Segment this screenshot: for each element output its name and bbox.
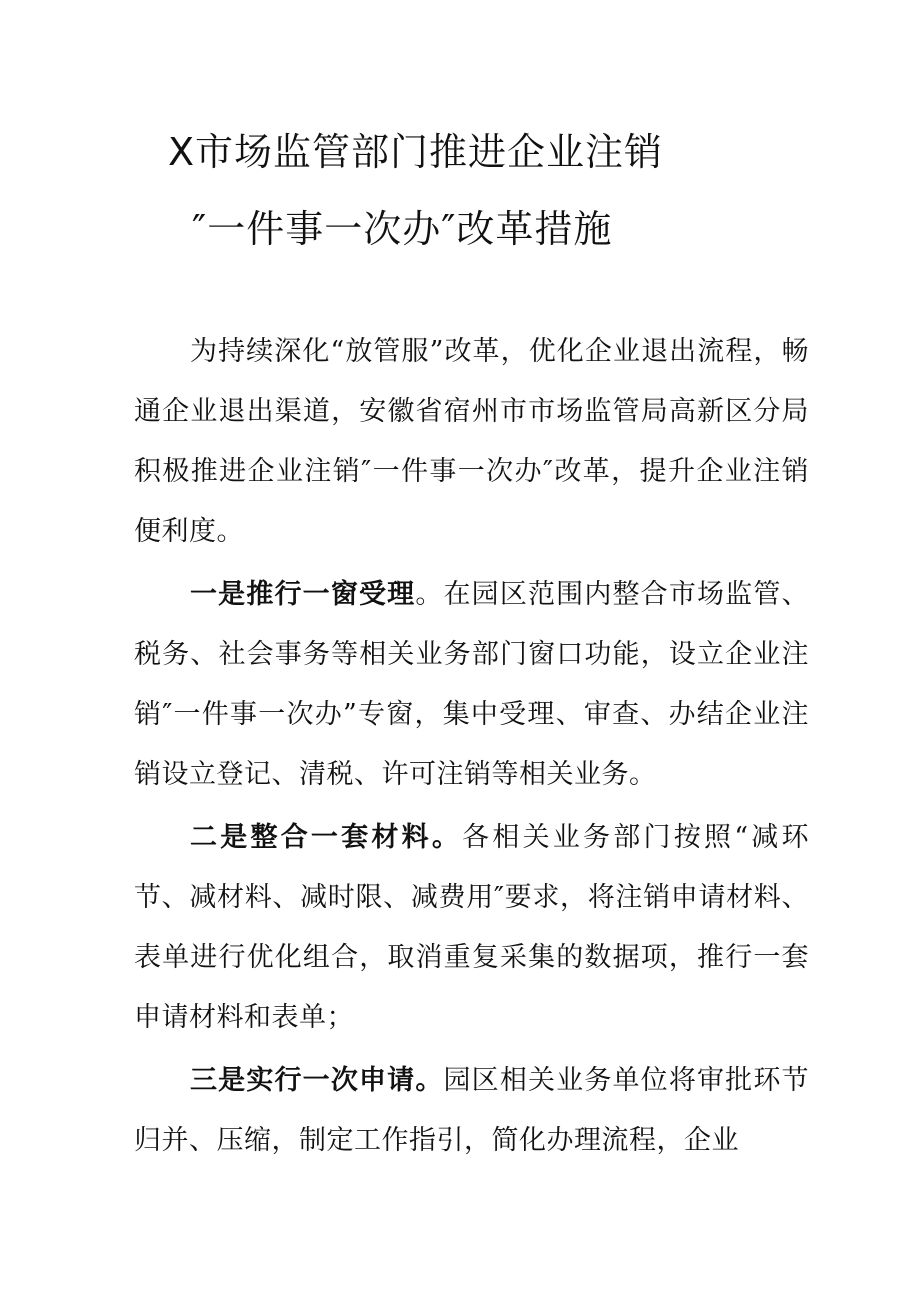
paragraph-measure-1: [134, 565, 809, 805]
paragraph-intro-text: 为持续深化“放管服”改革，优化企业退出流程，畅通企业退出渠道，安徽省宿州市市场监管局高新区分局积极推进企业注销″一件事一次办″改革，提升企业注销便利度。: [134, 336, 809, 547]
paragraph-measure-3: [134, 1051, 809, 1171]
document-body: [134, 322, 809, 1174]
measure-3-text: 园区相关业务单位将审批环节归并、压缩，制定工作指引，简化办理流程，企业: [134, 1065, 809, 1156]
measure-1-heading: 一是推行一窗受理: [190, 579, 416, 610]
paragraph-intro: [134, 322, 809, 562]
measure-1-text: 。在园区范围内整合市场监管、税务、社会事务等相关业务部门窗口功能，设立企业注销″一件事一次办”专窗，集中受理、审查、办结企业注销设立登记、清税、许可注销等相关业务。: [134, 579, 810, 790]
measure-3-heading: 三是实行一次申请。: [190, 1065, 444, 1096]
paragraph-measure-2: [134, 808, 809, 1048]
document-title-line-1: X市场监管部门推进企业注销: [168, 130, 664, 174]
document-title-line-2: ″一件事一次办″改革措施: [192, 207, 613, 251]
measure-2-text: 各相关业务部门按照“减环节、减材料、减时限、减费用″要求，将注销申请材料、表单进行优化组合，取消重复采集的数据项，推行一套申请材料和表单；: [134, 822, 809, 1033]
measure-2-heading: 二是整合一套材料。: [190, 822, 463, 853]
